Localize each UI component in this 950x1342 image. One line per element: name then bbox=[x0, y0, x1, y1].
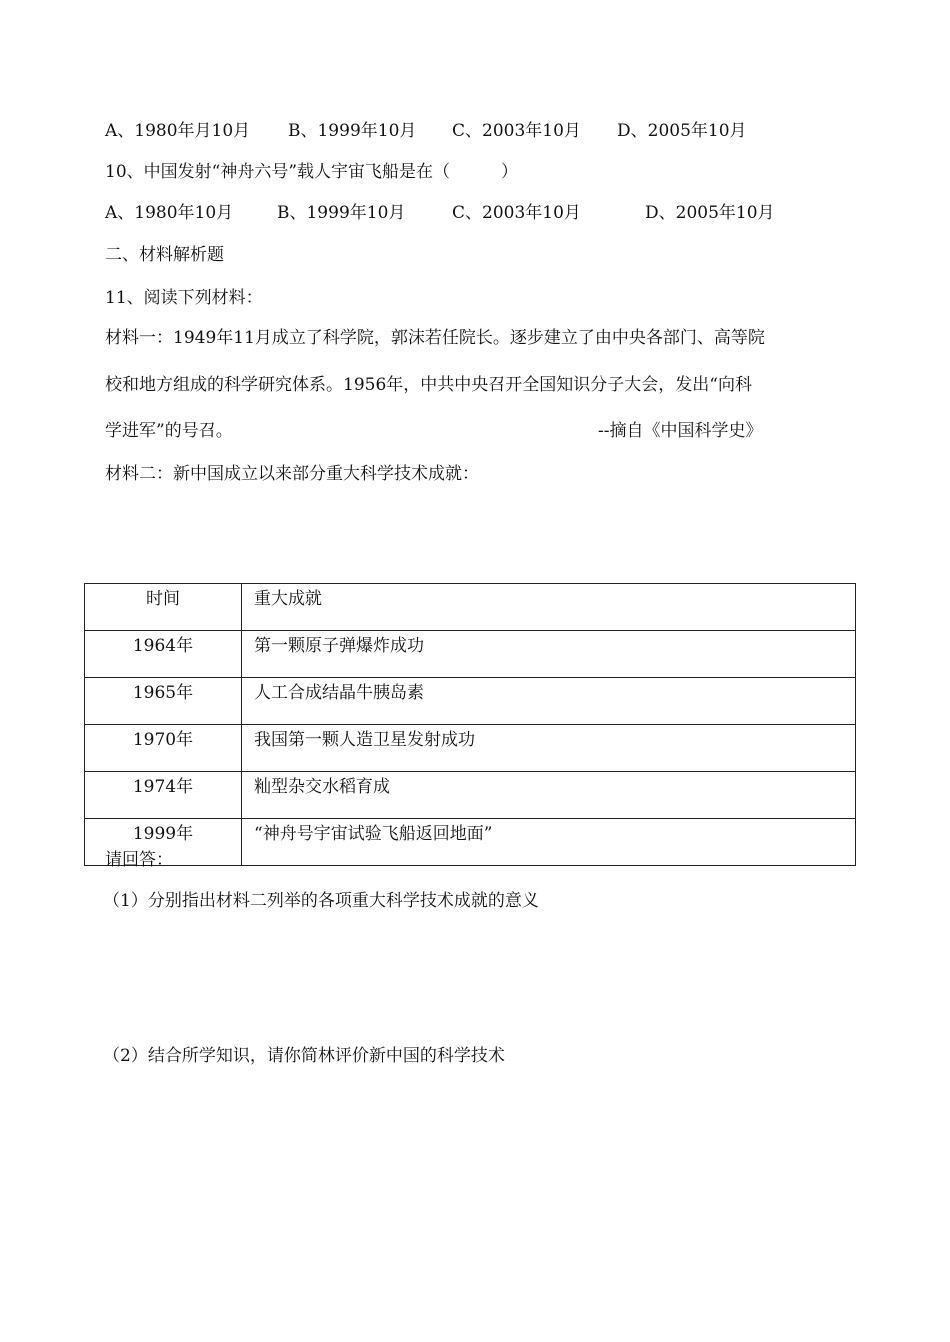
q9-option-d: D、2005年10月 bbox=[617, 121, 747, 141]
sub-question-1: （1）分别指出材料二列举的各项重大科学技术成就的意义 bbox=[103, 891, 539, 911]
table-row bbox=[85, 678, 856, 725]
table-row bbox=[85, 725, 856, 772]
material1-line-1: 材料一：1949年11月成立了科学院，郭沫若任院长。逐步建立了由中央各部门、高等院 bbox=[105, 328, 765, 348]
row-achievement: 籼型杂交水稻育成 bbox=[242, 772, 856, 819]
table-row bbox=[85, 631, 856, 678]
q10-option-a: A、1980年10月 bbox=[105, 203, 234, 223]
q10-option-d: D、2005年10月 bbox=[645, 203, 775, 223]
header-achievement: 重大成就 bbox=[242, 584, 856, 631]
q10-question: 10、中国发射“神舟六号”载人宇宙飞船是在（ ） bbox=[105, 162, 519, 182]
material2-intro: 材料二：新中国成立以来部分重大科学技术成就： bbox=[105, 464, 479, 484]
row-achievement: 第一颗原子弹爆炸成功 bbox=[242, 631, 856, 678]
q9-option-b: B、1999年10月 bbox=[288, 121, 417, 141]
row-achievement: 我国第一颗人造卫星发射成功 bbox=[242, 725, 856, 772]
row-year: 1964年 bbox=[85, 631, 242, 678]
row-year: 1965年 bbox=[85, 678, 242, 725]
row-year: 1970年 bbox=[85, 725, 242, 772]
row-year: 1999年 bbox=[85, 819, 242, 866]
q9-option-a: A、1980年月10月 bbox=[105, 121, 251, 141]
material1-line-2: 校和地方组成的科学研究体系。1956年，中共中央召开全国知识分子大会，发出“向科 bbox=[105, 375, 752, 395]
q9-option-c: C、2003年10月 bbox=[452, 121, 581, 141]
table-row bbox=[85, 819, 856, 866]
answer-prompt: 请回答： bbox=[105, 850, 173, 870]
achievements-table bbox=[84, 583, 856, 866]
q10-option-c: C、2003年10月 bbox=[452, 203, 581, 223]
table-row bbox=[85, 772, 856, 819]
row-achievement: “神舟号宇宙试验飞船返回地面” bbox=[242, 819, 856, 866]
row-achievement: 人工合成结晶牛胰岛素 bbox=[242, 678, 856, 725]
sub-question-2: （2）结合所学知识，请你简林评价新中国的科学技术 bbox=[103, 1046, 505, 1066]
q11-intro: 11、阅读下列材料： bbox=[105, 288, 263, 308]
material1-line-3: 学进军”的号召。 bbox=[105, 421, 233, 441]
q10-option-b: B、1999年10月 bbox=[277, 203, 406, 223]
row-year: 1974年 bbox=[85, 772, 242, 819]
material1-source: --摘自《中国科学史》 bbox=[598, 421, 763, 441]
header-time: 时间 bbox=[85, 584, 242, 631]
section-heading: 二、材料解析题 bbox=[105, 245, 224, 265]
table-header-row bbox=[85, 584, 856, 631]
